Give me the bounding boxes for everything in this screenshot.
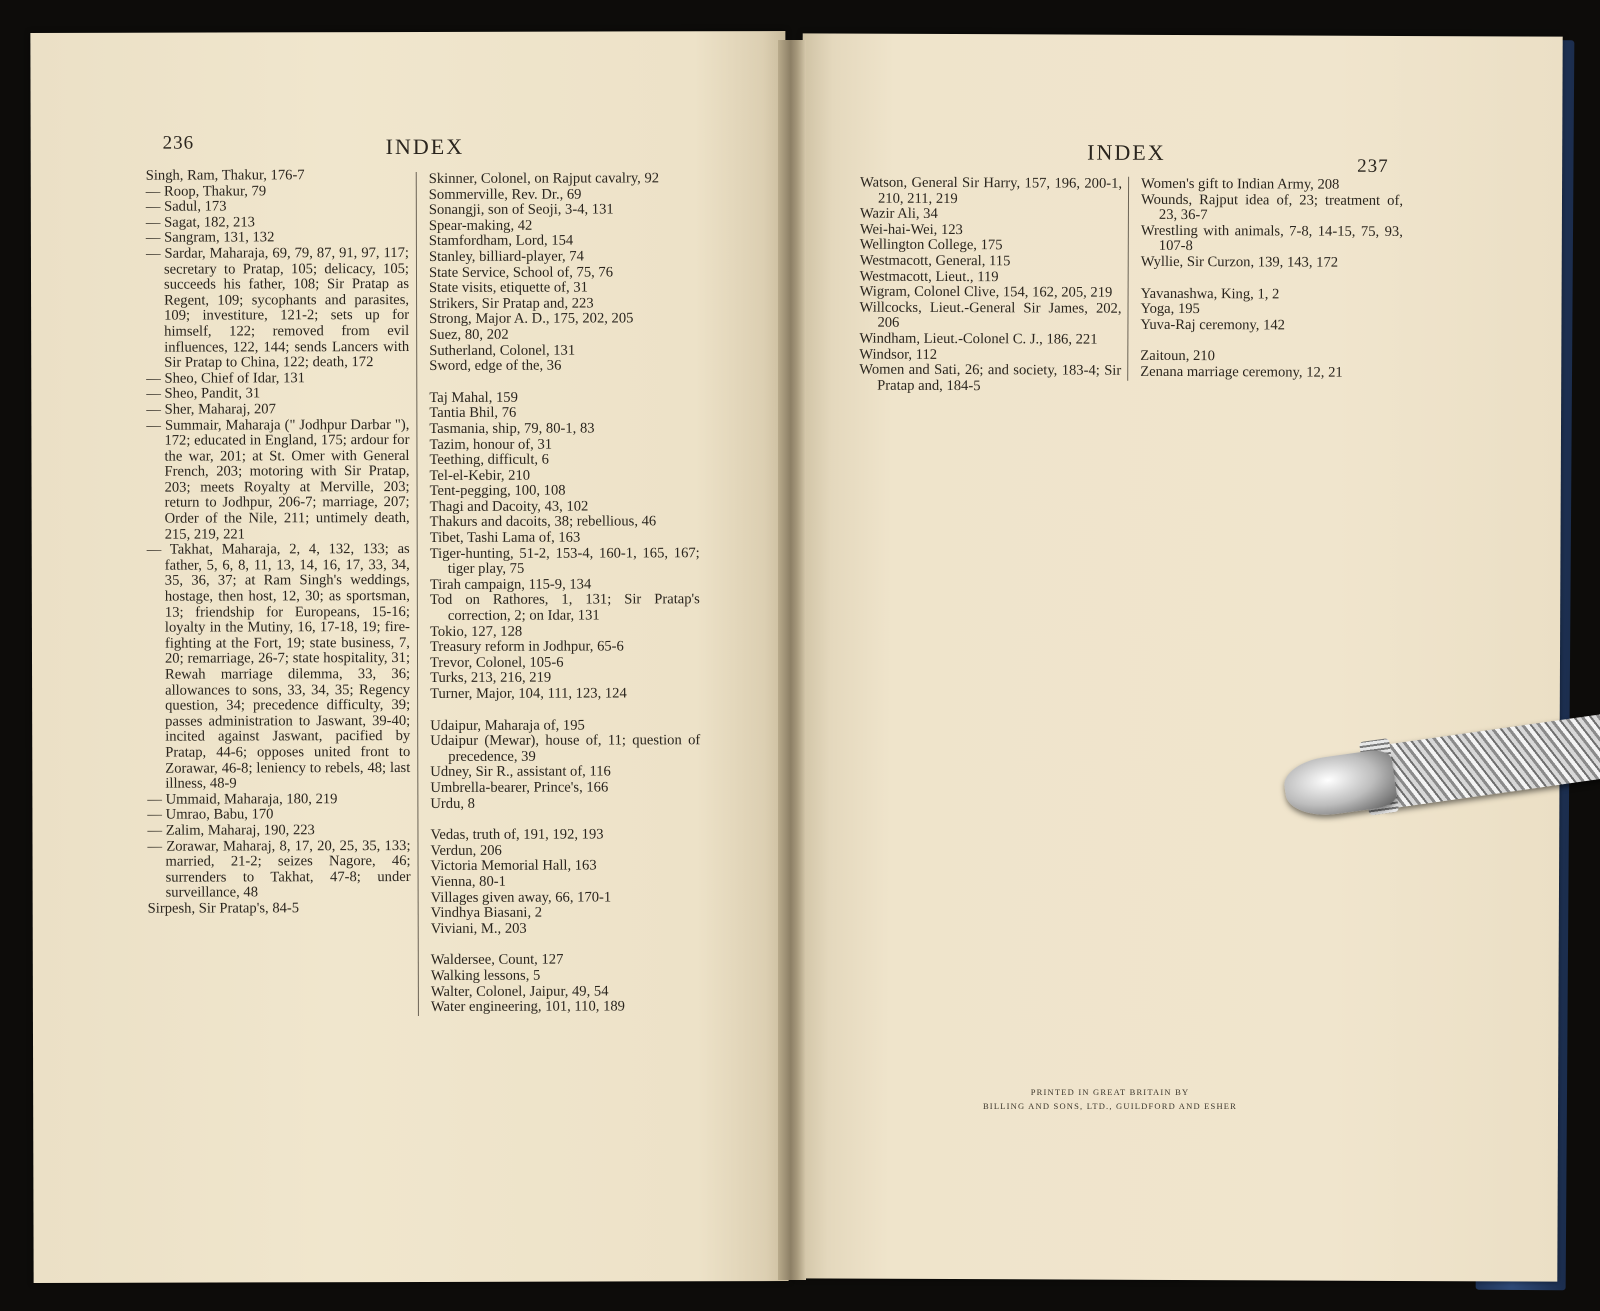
index-entry: Wounds, Rajput idea of, 23; treatment of, 23, 36-7 xyxy=(1140,191,1404,224)
index-entry: Wazir Ali, 34 xyxy=(859,205,938,223)
letter-group-gap xyxy=(431,937,701,954)
index-entry: Tirah campaign, 115-9, 134 xyxy=(429,576,592,593)
index-entry: Yavanashwa, King, 1, 2 xyxy=(1140,285,1280,302)
index-entry: Wyllie, Sir Curzon, 139, 143, 172 xyxy=(1140,253,1339,271)
index-entry: State visits, etiquette of, 31 xyxy=(429,279,588,297)
left-index-column-2 xyxy=(416,171,701,1015)
index-entry: Yoga, 195 xyxy=(1140,300,1200,318)
index-entry: Willcocks, Lieut.-General Sir James, 202, 206 xyxy=(859,299,1122,332)
index-entry: Thakurs and dacoits, 38; rebellious, 46 xyxy=(429,513,657,531)
index-entry: Vedas, truth of, 191, 192, 193 xyxy=(430,826,604,844)
index-entry: Waldersee, Count, 127 xyxy=(430,951,564,969)
index-entry: — Zalim, Maharaj, 190, 223 xyxy=(147,822,315,839)
index-entry: Wigram, Colonel Clive, 154, 162, 205, 219 xyxy=(859,283,1113,301)
left-page-number: 236 xyxy=(162,132,195,154)
index-entry: Vienna, 80-1 xyxy=(430,873,506,890)
index-entry: Tent-pegging, 100, 108 xyxy=(429,482,566,500)
index-entry: Women and Sati, 26; and society, 183-4; Sir Pratap and, 184-5 xyxy=(859,361,1122,394)
index-entry: Strong, Major A. D., 175, 202, 205 xyxy=(429,310,634,328)
index-entry: Victoria Memorial Hall, 163 xyxy=(430,857,597,875)
index-entry: Windham, Lieut.-Colonel C. J., 186, 221 xyxy=(859,330,1098,348)
index-entry: Sutherland, Colonel, 131 xyxy=(429,342,576,359)
index-entry: Suez, 80, 202 xyxy=(429,326,509,343)
index-entry: Treasury reform in Jodhpur, 65-6 xyxy=(429,638,624,656)
index-entry: Yuva-Raj ceremony, 142 xyxy=(1140,316,1286,334)
index-entry: Tasmania, ship, 79, 80-1, 83 xyxy=(429,420,595,437)
book-gutter xyxy=(778,40,806,1280)
index-entry: Teething, difficult, 6 xyxy=(429,451,550,469)
index-entry: Spear-making, 42 xyxy=(428,217,533,234)
index-entry: Trevor, Colonel, 105-6 xyxy=(429,654,564,671)
index-entry: Westmacott, General, 115 xyxy=(859,252,1011,270)
index-entry: Turks, 213, 216, 219 xyxy=(430,670,552,687)
left-page xyxy=(30,31,788,1283)
index-entry: Udney, Sir R., assistant of, 116 xyxy=(430,763,611,781)
index-entry: Westmacott, Lieut., 119 xyxy=(859,268,999,285)
index-entry: Taj Mahal, 159 xyxy=(429,389,518,406)
index-entry: Wellington College, 175 xyxy=(859,236,1003,254)
imprint-line-1: PRINTED IN GREAT BRITAIN BY xyxy=(1030,1087,1190,1097)
index-entry: Verdun, 206 xyxy=(430,842,502,859)
index-entry: — Sangram, 131, 132 xyxy=(145,229,275,247)
printer-imprint xyxy=(950,1085,1270,1113)
index-entry: Urdu, 8 xyxy=(430,795,475,812)
letter-group-gap xyxy=(429,374,699,391)
index-entry: Sirpesh, Sir Pratap's, 84-5 xyxy=(147,900,300,917)
imprint-line-2: BILLING AND SONS, LTD., GUILDFORD AND ESHER xyxy=(982,1101,1238,1111)
index-entry: Women's gift to Indian Army, 208 xyxy=(1141,175,1340,193)
index-entry: Skinner, Colonel, on Rajput cavalry, 92 xyxy=(428,170,660,187)
index-entry: Zenana marriage ceremony, 12, 21 xyxy=(1140,363,1343,381)
index-entry: Turner, Major, 104, 111, 123, 124 xyxy=(430,685,627,702)
index-entry: Stanley, billiard-player, 74 xyxy=(428,248,584,265)
letter-group-gap xyxy=(1141,270,1403,287)
index-entry: Thagi and Dacoity, 43, 102 xyxy=(429,498,589,515)
index-entry: — Sadul, 173 xyxy=(145,198,227,215)
index-entry: Tantia Bhil, 76 xyxy=(429,405,517,422)
index-entry: Tibet, Tashi Lama of, 163 xyxy=(429,529,581,547)
index-entry: Stamfordham, Lord, 154 xyxy=(428,232,574,250)
index-entry: Sword, edge of the, 36 xyxy=(429,357,562,375)
index-entry: Wei-hai-Wei, 123 xyxy=(859,221,963,238)
left-index-column-1 xyxy=(146,168,411,917)
letter-group-gap xyxy=(430,811,700,828)
index-entry: Tiger-hunting, 51-2, 153-4, 160-1, 165, 167; tiger play, 75 xyxy=(429,544,700,578)
index-entry: Wrestling with animals, 7-8, 14-15, 75, 93, 107-8 xyxy=(1140,222,1403,255)
index-entry: Singh, Ram, Thakur, 176-7 xyxy=(145,167,305,184)
index-entry: Tod on Rathores, 1, 131; Sir Pratap's correction, 2; on Idar, 131 xyxy=(429,591,700,624)
index-entry: — Sardar, Maharaja, 69, 79, 87, 91, 97, 117; secretary to Pratap, 105; delicacy, 105; succeeds his father, 108; Sir Pratap as Regent, 109; sycophants and parasites, 109; investiture, 121-2; sets up for himself, 122; removed from evil influences, 122, 144; sends Lancers with Sir Pratap to China, 122; death, 172 xyxy=(145,244,410,371)
letter-group-gap xyxy=(430,702,700,719)
index-entry: — Ummaid, Maharaja, 180, 219 xyxy=(147,790,338,808)
index-entry: Umbrella-bearer, Prince's, 166 xyxy=(430,779,609,796)
index-entry: State Service, School of, 75, 76 xyxy=(428,264,614,281)
left-running-head: INDEX xyxy=(385,133,465,160)
index-entry: Sommerville, Rev. Dr., 69 xyxy=(428,186,582,203)
index-entry: Windsor, 112 xyxy=(859,346,938,363)
index-entry: Strikers, Sir Pratap and, 223 xyxy=(429,295,594,312)
index-entry: Walter, Colonel, Jaipur, 49, 54 xyxy=(430,982,609,1000)
index-entry: Zaitoun, 210 xyxy=(1140,348,1215,365)
right-index-column-1 xyxy=(859,176,1122,395)
index-entry: Tel-el-Kebir, 210 xyxy=(429,467,531,484)
index-entry: Watson, General Sir Harry, 157, 196, 200-1, 210, 211, 219 xyxy=(860,174,1123,207)
index-entry: — Sheo, Pandit, 31 xyxy=(146,385,261,403)
index-entry: Vindhya Biasani, 2 xyxy=(430,904,543,922)
index-entry: Udaipur, Maharaja of, 195 xyxy=(430,717,585,734)
index-entry: Viviani, M., 203 xyxy=(430,920,527,937)
index-entry: — Takhat, Maharaja, 2, 4, 132, 133; as father, 5, 6, 8, 11, 13, 14, 16, 17, 33, 34, 35, 36, 37; at Ram Singh's weddings, hostage, then host, 12, 30; as sportsman, 13; friendship for Europeans, 15-16; loyalty in the Mutiny, 16, 17-18, 19; fire-fighting at the Fort, 19; state business, 7, 20; remarriage, 26-7; state hospitality, 31; Rewah marriage dilemma, 33, 36; allowances to sons, 33, 34, 35; Regency question, 34; precedence difficulty, 39; passes administration to Jaswant, 39-40; incited against Jaswant, pacified by Pratap, 44-6; opposes united front to Zorawar, 46-8; leniency to rebels, 48; last illness, 48-9 xyxy=(146,541,411,792)
index-entry: — Roop, Thakur, 79 xyxy=(145,182,267,200)
index-entry: — Sher, Maharaj, 207 xyxy=(146,401,276,418)
index-entry: — Zorawar, Maharaj, 8, 17, 20, 25, 35, 133; married, 21-2; seizes Nagore, 46; surrenders to Takhat, 47-8; under surveillance, 48 xyxy=(147,837,411,901)
index-entry: — Umrao, Babu, 170 xyxy=(147,806,274,824)
index-entry: Walking lessons, 5 xyxy=(430,967,541,984)
right-index-column-2 xyxy=(1127,177,1403,382)
index-entry: — Summair, Maharaja (" Jodhpur Darbar "), 172; educated in England, 175; ardour for the war, 201; at St. Omer with General French, 203; motoring with Sir Pratap, 203; meets Royalty at Merville, 203; return to Jodhpur, 206-7; marriage, 207; Order of the Nile, 211; untimely death, 215, 219, 221 xyxy=(146,416,410,543)
index-entry: Villages given away, 66, 170-1 xyxy=(430,889,612,906)
index-entry: Tokio, 127, 128 xyxy=(429,623,523,640)
index-entry: Water engineering, 101, 110, 189 xyxy=(430,998,625,1016)
index-entry: — Sheo, Chief of Idar, 131 xyxy=(146,369,305,387)
right-running-head: INDEX xyxy=(1087,139,1166,165)
index-entry: Sonangji, son of Seoji, 3-4, 131 xyxy=(428,201,614,219)
index-entry: Udaipur (Mewar), house of, 11; question of precedence, 39 xyxy=(430,732,701,765)
bookmark-engraved-band xyxy=(1375,713,1600,810)
right-page-number: 237 xyxy=(1357,155,1389,177)
index-entry: Tazim, honour of, 31 xyxy=(429,436,553,453)
index-entry: — Sagat, 182, 213 xyxy=(145,214,255,231)
